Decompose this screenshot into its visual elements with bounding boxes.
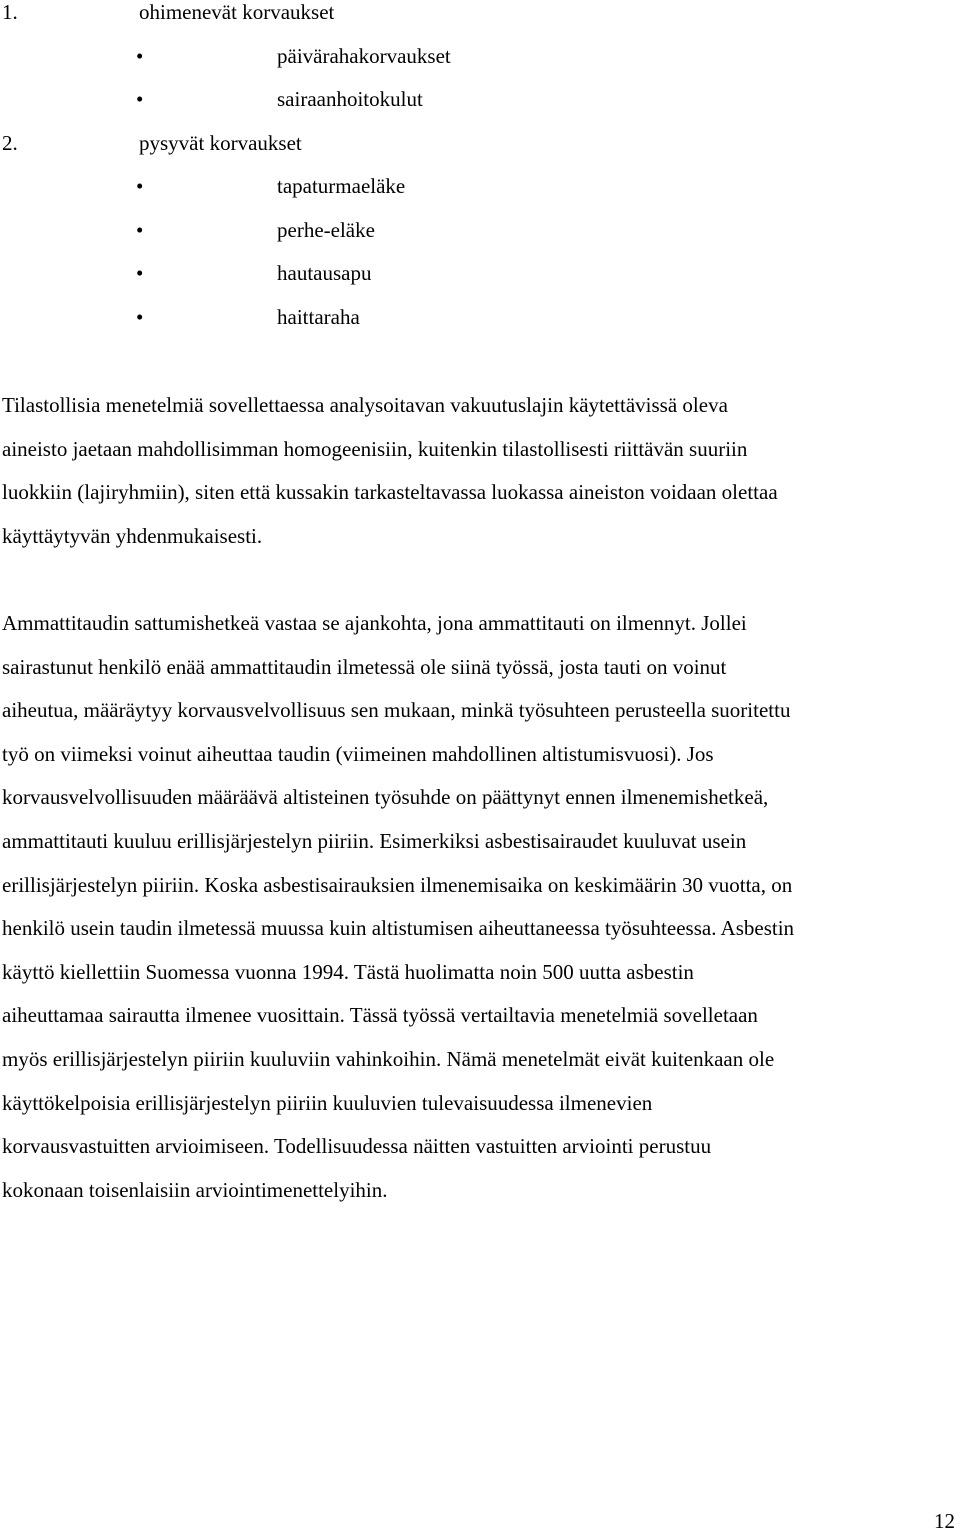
paragraph-line: Ammattitaudin sattumishetkeä vastaa se ajankohta, jona ammattitauti on ilmennyt. Jollei bbox=[2, 611, 747, 635]
bullet-text: haittaraha bbox=[277, 305, 360, 329]
paragraph-line: työ on viimeksi voinut aiheuttaa taudin (viimeinen mahdollinen altistumisvuosi). Jos bbox=[2, 741, 714, 766]
bullet-icon: • bbox=[136, 305, 144, 329]
bullet-item bbox=[0, 87, 960, 111]
paragraph-line: aineisto jaetaan mahdollisimman homogeenisiin, kuitenkin tilastollisesti riittävän suuriin bbox=[2, 436, 748, 461]
list-label: ohimenevät korvaukset bbox=[139, 0, 335, 24]
paragraph-line: kokonaan toisenlaisiin arviointimenettelyihin. bbox=[2, 1177, 388, 1202]
paragraph-line: sairastunut henkilö enää ammattitaudin ilmetessä ole siinä työssä, josta tauti on voinut bbox=[2, 654, 727, 679]
paragraph-line: luokkiin (lajiryhmiin), siten että kussakin tarkasteltavassa luokassa aineiston voidaan olettaa bbox=[2, 480, 778, 505]
paragraph-line: myös erillisjärjestelyn piiriin kuuluviin vahinkoihin. Nämä menetelmät eivät kuitenkaan ole bbox=[2, 1046, 775, 1071]
paragraph-line: käyttö kiellettiin Suomessa vuonna 1994. Tästä huolimatta noin 500 uutta asbestin bbox=[2, 959, 694, 984]
paragraph-line: käyttökelpoisia erillisjärjestelyn piiriin kuuluvien tulevaisuudessa ilmenevien bbox=[2, 1090, 653, 1115]
paragraph-line: korvausvelvollisuuden määräävä altisteinen työsuhde on päättynyt ennen ilmenemishetkeä, bbox=[2, 785, 769, 810]
bullet-icon: • bbox=[136, 261, 144, 285]
list-number: 1. bbox=[2, 0, 18, 24]
bullet-item bbox=[0, 218, 960, 242]
paragraph-line: korvausvastuitten arvioimiseen. Todellisuudessa näitten vastuitten arviointi perustuu bbox=[2, 1134, 712, 1159]
paragraph-line: Tilastollisia menetelmiä sovellettaessa analysoitavan vakuutuslajin käytettävissä oleva bbox=[2, 393, 728, 417]
paragraph-line: aiheutua, määräytyy korvausvelvollisuus sen mukaan, minkä työsuhteen perusteella suoritettu bbox=[2, 698, 791, 723]
bullet-text: sairaanhoitokulut bbox=[277, 87, 423, 111]
paragraph-line: henkilö usein taudin ilmetessä muussa kuin altistumisen aiheuttaneessa työsuhteessa. Asbestin bbox=[2, 916, 795, 941]
paragraph-line: aiheuttamaa sairautta ilmenee vuosittain. Tässä työssä vertailtavia menetelmiä sovelletaan bbox=[2, 1003, 758, 1028]
bullet-item bbox=[0, 261, 960, 285]
paragraph-line: erillisjärjestelyn piiriin. Koska asbestisairauksien ilmenemisaika on keskimäärin 30 vuotta, on bbox=[2, 872, 793, 897]
list-number: 2. bbox=[2, 131, 18, 155]
paragraph-line: käyttäytyvän yhdenmukaisesti. bbox=[2, 523, 263, 548]
paragraph-1 bbox=[2, 384, 958, 558]
bullet-item bbox=[0, 305, 960, 329]
bullet-icon: • bbox=[136, 174, 144, 198]
list-item-2 bbox=[0, 131, 960, 155]
bullet-item bbox=[0, 44, 960, 68]
list-label: pysyvät korvaukset bbox=[139, 131, 302, 155]
bullet-text: perhe-eläke bbox=[277, 218, 375, 242]
bullet-icon: • bbox=[136, 87, 144, 111]
bullet-icon: • bbox=[136, 44, 144, 68]
paragraph-line: ammattitauti kuuluu erillisjärjestelyn piiriin. Esimerkiksi asbestisairaudet kuuluvat usein bbox=[2, 828, 747, 853]
list-item-1 bbox=[0, 0, 960, 24]
bullet-text: tapaturmaeläke bbox=[277, 174, 406, 198]
bullet-text: hautausapu bbox=[277, 261, 372, 285]
paragraph-2 bbox=[2, 602, 958, 1212]
bullet-icon: • bbox=[136, 218, 144, 242]
bullet-text: päivärahakorvaukset bbox=[277, 44, 451, 68]
bullet-item bbox=[0, 174, 960, 198]
page-number: 12 bbox=[934, 1509, 955, 1533]
